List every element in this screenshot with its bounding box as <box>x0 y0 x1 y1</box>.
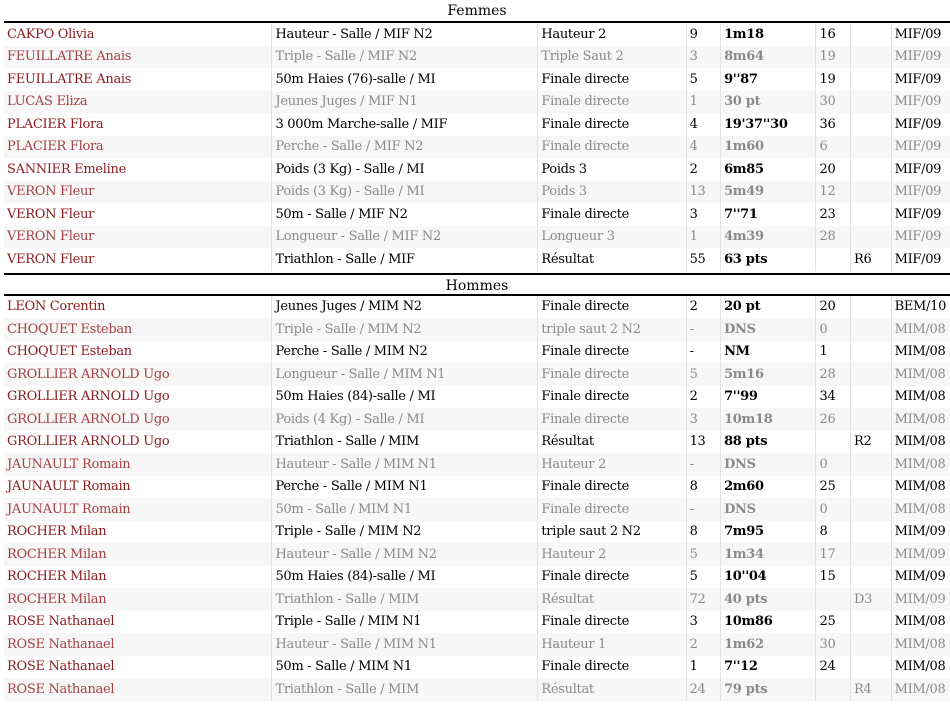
cell-perf: 7''99 <box>721 386 816 409</box>
cell-round: Finale directe <box>538 113 686 136</box>
cell-perf: 30 pt <box>721 91 816 114</box>
cell-rank <box>850 46 891 69</box>
cell-rank <box>850 68 891 91</box>
cell-name: GROLLIER ARNOLD Ugo <box>4 363 272 386</box>
cell-name: CHOQUET Esteban <box>4 318 272 341</box>
cell-event: 50m Haies (84)-salle / MI <box>272 386 538 409</box>
cell-perf: 10''04 <box>721 566 816 589</box>
cell-name: ROSE Nathanael <box>4 633 272 656</box>
cell-event: Triathlon - Salle / MIM <box>272 588 538 611</box>
cell-place: 3 <box>686 203 721 226</box>
cell-cat: BEM/10 <box>891 296 950 319</box>
cell-event: Hauteur - Salle / MIM N2 <box>272 543 538 566</box>
cell-perf: DNS <box>721 453 816 476</box>
cell-name: ROSE Nathanael <box>7 614 115 630</box>
cell-name: CAKPO Olivia <box>7 26 95 42</box>
cell-place: 55 <box>686 248 721 271</box>
cell-place: 13 <box>686 181 721 204</box>
cell-cat: MIF/09 <box>891 68 950 91</box>
cell-cat: MIM/08 <box>891 611 950 634</box>
cell-perf: 7''71 <box>721 203 816 226</box>
cell-place: 2 <box>686 633 721 656</box>
cell-cat: MIM/08 <box>891 453 950 476</box>
cell-rank <box>850 318 891 341</box>
cell-place: 5 <box>686 68 721 91</box>
cell-cat: MIM/08 <box>891 408 950 431</box>
cell-rank: R6 <box>850 248 891 271</box>
cell-round: Hauteur 2 <box>538 453 686 476</box>
cell-points: 1 <box>816 341 851 364</box>
cell-name: SANNIER Emeline <box>7 161 126 177</box>
cell-cat: MIF/09 <box>891 91 950 114</box>
cell-round: Finale directe <box>538 136 686 159</box>
section-title: Hommes <box>4 273 950 296</box>
cell-event: Poids (3 Kg) - Salle / MI <box>272 158 538 181</box>
cell-place: - <box>686 453 721 476</box>
cell-rank <box>850 611 891 634</box>
cell-event: Triple - Salle / MIM N2 <box>272 318 538 341</box>
cell-cat: MIM/08 <box>891 633 950 656</box>
cell-points: 24 <box>816 656 851 679</box>
cell-round: Finale directe <box>538 476 686 499</box>
cell-place: - <box>686 498 721 521</box>
cell-rank <box>850 296 891 319</box>
cell-perf: 2m60 <box>721 476 816 499</box>
cell-perf: 5m49 <box>721 181 816 204</box>
table-row <box>4 158 950 181</box>
cell-points: 19 <box>816 46 851 69</box>
cell-points: 19 <box>816 68 851 91</box>
cell-name: GROLLIER ARNOLD Ugo <box>7 434 170 450</box>
cell-round: Finale directe <box>538 656 686 679</box>
table-row <box>4 498 950 521</box>
table-row <box>4 453 950 476</box>
table-row <box>4 363 950 386</box>
cell-points: 34 <box>816 386 851 409</box>
cell-name: PLACIER Flora <box>7 116 104 132</box>
table-row <box>4 203 950 226</box>
cell-place: 13 <box>686 431 721 454</box>
cell-place: 8 <box>686 476 721 499</box>
cell-points: 36 <box>816 113 851 136</box>
table-row <box>4 181 950 204</box>
cell-cat: MIM/08 <box>891 656 950 679</box>
cell-event: Hauteur - Salle / MIF N2 <box>272 23 538 46</box>
cell-points <box>816 588 851 611</box>
cell-points: 15 <box>816 566 851 589</box>
cell-rank: D3 <box>850 588 891 611</box>
cell-name: FEUILLATRE Anais <box>4 46 272 69</box>
cell-rank <box>850 408 891 431</box>
cell-rank <box>850 181 891 204</box>
cell-cat: MIM/08 <box>891 431 950 454</box>
cell-name: ROSE Nathanael <box>4 678 272 701</box>
cell-cat: MIF/09 <box>891 46 950 69</box>
table-row <box>4 296 950 319</box>
table-row <box>4 226 950 249</box>
cell-place: - <box>686 341 721 364</box>
cell-cat: MIM/08 <box>891 363 950 386</box>
cell-points: 16 <box>816 23 851 46</box>
cell-event: Perche - Salle / MIF N2 <box>272 136 538 159</box>
cell-name: JAUNAULT Romain <box>4 453 272 476</box>
cell-name: ROCHER Milan <box>7 524 107 540</box>
cell-event: Hauteur - Salle / MIM N1 <box>272 453 538 476</box>
cell-perf: 88 pts <box>721 431 816 454</box>
cell-event: Triple - Salle / MIM N2 <box>272 521 538 544</box>
cell-points: 20 <box>816 296 851 319</box>
cell-place: 2 <box>686 296 721 319</box>
cell-rank <box>850 341 891 364</box>
cell-perf: 10m86 <box>721 611 816 634</box>
cell-perf: 20 pt <box>721 296 816 319</box>
table-row <box>4 136 950 159</box>
cell-points: 12 <box>816 181 851 204</box>
table-row <box>4 431 950 454</box>
table-row <box>4 318 950 341</box>
cell-place: 3 <box>686 611 721 634</box>
results-table <box>4 23 950 271</box>
cell-rank <box>850 136 891 159</box>
cell-name: FEUILLATRE Anais <box>7 71 132 87</box>
cell-cat: MIM/09 <box>891 566 950 589</box>
cell-event: Jeunes Juges / MIF N1 <box>272 91 538 114</box>
cell-name: VERON Fleur <box>4 226 272 249</box>
cell-cat: MIF/09 <box>891 248 950 271</box>
cell-rank <box>850 158 891 181</box>
cell-rank: R4 <box>850 678 891 701</box>
cell-points: 0 <box>816 498 851 521</box>
cell-place: 1 <box>686 226 721 249</box>
cell-points: 8 <box>816 521 851 544</box>
section-title: Femmes <box>4 0 950 23</box>
cell-rank <box>850 363 891 386</box>
cell-event: 50m Haies (76)-salle / MI <box>272 68 538 91</box>
cell-rank <box>850 543 891 566</box>
cell-place: 72 <box>686 588 721 611</box>
cell-points: 28 <box>816 226 851 249</box>
table-row <box>4 521 950 544</box>
cell-event: Longueur - Salle / MIF N2 <box>272 226 538 249</box>
cell-event: Triathlon - Salle / MIM <box>272 678 538 701</box>
cell-place: 3 <box>686 46 721 69</box>
cell-event: 50m Haies (84)-salle / MI <box>272 566 538 589</box>
cell-round: Hauteur 1 <box>538 633 686 656</box>
cell-event: Jeunes Juges / MIM N2 <box>272 296 538 319</box>
cell-cat: MIM/08 <box>891 386 950 409</box>
cell-place: 2 <box>686 158 721 181</box>
cell-event: Triple - Salle / MIM N1 <box>272 611 538 634</box>
cell-perf: 7''12 <box>721 656 816 679</box>
cell-cat: MIF/09 <box>891 136 950 159</box>
cell-round: Poids 3 <box>538 181 686 204</box>
cell-perf: 10m18 <box>721 408 816 431</box>
cell-rank <box>850 226 891 249</box>
cell-perf: 79 pts <box>721 678 816 701</box>
cell-cat: MIM/09 <box>891 543 950 566</box>
cell-cat: MIM/09 <box>891 588 950 611</box>
cell-cat: MIM/09 <box>891 521 950 544</box>
cell-place: 9 <box>686 23 721 46</box>
cell-round: Finale directe <box>538 296 686 319</box>
cell-event: Poids (4 Kg) - Salle / MI <box>272 408 538 431</box>
table-row <box>4 611 950 634</box>
table-row <box>4 386 950 409</box>
cell-event: Triathlon - Salle / MIF <box>272 248 538 271</box>
cell-name: LEON Corentin <box>7 299 106 315</box>
cell-rank <box>850 453 891 476</box>
cell-perf: 19'37''30 <box>721 113 816 136</box>
table-row <box>4 68 950 91</box>
cell-round: Finale directe <box>538 91 686 114</box>
cell-rank <box>850 656 891 679</box>
table-row <box>4 476 950 499</box>
cell-rank: R2 <box>850 431 891 454</box>
cell-points <box>816 678 851 701</box>
cell-cat: MIF/09 <box>891 181 950 204</box>
cell-round: Résultat <box>538 248 686 271</box>
cell-perf: 9''87 <box>721 68 816 91</box>
cell-rank <box>850 521 891 544</box>
cell-perf: 7m95 <box>721 521 816 544</box>
table-row <box>4 408 950 431</box>
cell-name: ROCHER Milan <box>4 588 272 611</box>
cell-round: Triple Saut 2 <box>538 46 686 69</box>
cell-rank <box>850 566 891 589</box>
cell-event: Perche - Salle / MIM N2 <box>272 341 538 364</box>
cell-cat: MIM/08 <box>891 341 950 364</box>
cell-perf: 5m16 <box>721 363 816 386</box>
cell-points <box>816 248 851 271</box>
cell-place: 24 <box>686 678 721 701</box>
cell-event: 3 000m Marche-salle / MIF <box>272 113 538 136</box>
table-row <box>4 113 950 136</box>
cell-rank <box>850 633 891 656</box>
table-row <box>4 656 950 679</box>
table-row <box>4 678 950 701</box>
table-row <box>4 543 950 566</box>
cell-round: Finale directe <box>538 341 686 364</box>
cell-perf: 8m64 <box>721 46 816 69</box>
cell-points: 6 <box>816 136 851 159</box>
table-row <box>4 588 950 611</box>
table-row <box>4 23 950 46</box>
cell-event: Longueur - Salle / MIM N1 <box>272 363 538 386</box>
cell-round: Poids 3 <box>538 158 686 181</box>
cell-cat: MIF/09 <box>891 158 950 181</box>
cell-perf: DNS <box>721 498 816 521</box>
table-row <box>4 91 950 114</box>
cell-place: - <box>686 318 721 341</box>
cell-round: Résultat <box>538 678 686 701</box>
cell-perf: DNS <box>721 318 816 341</box>
table-row <box>4 46 950 69</box>
cell-event: 50m - Salle / MIM N1 <box>272 498 538 521</box>
cell-points: 30 <box>816 91 851 114</box>
cell-place: 5 <box>686 543 721 566</box>
cell-round: Finale directe <box>538 498 686 521</box>
cell-rank <box>850 113 891 136</box>
cell-perf: NM <box>721 341 816 364</box>
cell-name: VERON Fleur <box>7 251 94 267</box>
cell-points: 0 <box>816 318 851 341</box>
cell-points <box>816 431 851 454</box>
cell-name: GROLLIER ARNOLD Ugo <box>7 389 170 405</box>
cell-name: PLACIER Flora <box>4 136 272 159</box>
cell-points: 30 <box>816 633 851 656</box>
cell-round: triple saut 2 N2 <box>538 318 686 341</box>
cell-cat: MIF/09 <box>891 203 950 226</box>
cell-place: 4 <box>686 113 721 136</box>
cell-round: Finale directe <box>538 363 686 386</box>
cell-event: Hauteur - Salle / MIM N1 <box>272 633 538 656</box>
cell-place: 3 <box>686 408 721 431</box>
cell-event: Triple - Salle / MIF N2 <box>272 46 538 69</box>
cell-perf: 1m62 <box>721 633 816 656</box>
cell-perf: 63 pts <box>721 248 816 271</box>
cell-event: Perche - Salle / MIM N1 <box>272 476 538 499</box>
cell-name: VERON Fleur <box>7 206 94 222</box>
cell-place: 4 <box>686 136 721 159</box>
cell-place: 1 <box>686 91 721 114</box>
cell-event: Triathlon - Salle / MIM <box>272 431 538 454</box>
cell-perf: 6m85 <box>721 158 816 181</box>
cell-perf: 40 pts <box>721 588 816 611</box>
cell-rank <box>850 203 891 226</box>
cell-round: triple saut 2 N2 <box>538 521 686 544</box>
cell-place: 5 <box>686 566 721 589</box>
cell-cat: MIF/09 <box>891 113 950 136</box>
cell-rank <box>850 91 891 114</box>
results-table <box>4 296 950 701</box>
cell-name: LUCAS Eliza <box>4 91 272 114</box>
cell-event: Poids (3 Kg) - Salle / MI <box>272 181 538 204</box>
cell-points: 0 <box>816 453 851 476</box>
cell-place: 8 <box>686 521 721 544</box>
cell-rank <box>850 23 891 46</box>
cell-name: JAUNAULT Romain <box>7 479 131 495</box>
cell-cat: MIM/08 <box>891 476 950 499</box>
cell-name: JAUNAULT Romain <box>4 498 272 521</box>
cell-round: Hauteur 2 <box>538 543 686 566</box>
cell-name: CHOQUET Esteban <box>7 344 132 360</box>
cell-round: Résultat <box>538 431 686 454</box>
cell-perf: 1m34 <box>721 543 816 566</box>
cell-place: 1 <box>686 656 721 679</box>
cell-points: 20 <box>816 158 851 181</box>
cell-cat: MIF/09 <box>891 226 950 249</box>
cell-round: Longueur 3 <box>538 226 686 249</box>
cell-perf: 1m18 <box>721 23 816 46</box>
cell-points: 17 <box>816 543 851 566</box>
cell-perf: 4m39 <box>721 226 816 249</box>
cell-cat: MIM/08 <box>891 678 950 701</box>
cell-round: Résultat <box>538 588 686 611</box>
cell-round: Finale directe <box>538 566 686 589</box>
cell-event: 50m - Salle / MIF N2 <box>272 203 538 226</box>
cell-name: ROCHER Milan <box>4 543 272 566</box>
cell-place: 2 <box>686 386 721 409</box>
cell-points: 25 <box>816 476 851 499</box>
cell-name: VERON Fleur <box>4 181 272 204</box>
cell-name: ROSE Nathanael <box>7 659 115 675</box>
table-row <box>4 633 950 656</box>
cell-points: 25 <box>816 611 851 634</box>
cell-round: Finale directe <box>538 203 686 226</box>
table-row <box>4 248 950 271</box>
table-row <box>4 341 950 364</box>
cell-cat: MIF/09 <box>891 23 950 46</box>
cell-perf: 1m60 <box>721 136 816 159</box>
cell-round: Finale directe <box>538 68 686 91</box>
cell-place: 5 <box>686 363 721 386</box>
cell-name: ROCHER Milan <box>7 569 107 585</box>
cell-points: 23 <box>816 203 851 226</box>
cell-rank <box>850 476 891 499</box>
cell-round: Finale directe <box>538 408 686 431</box>
cell-round: Finale directe <box>538 386 686 409</box>
cell-name: GROLLIER ARNOLD Ugo <box>4 408 272 431</box>
cell-rank <box>850 498 891 521</box>
cell-cat: MIM/08 <box>891 498 950 521</box>
cell-cat: MIM/08 <box>891 318 950 341</box>
table-row <box>4 566 950 589</box>
cell-points: 28 <box>816 363 851 386</box>
cell-event: 50m - Salle / MIM N1 <box>272 656 538 679</box>
cell-round: Hauteur 2 <box>538 23 686 46</box>
cell-round: Finale directe <box>538 611 686 634</box>
cell-rank <box>850 386 891 409</box>
cell-points: 26 <box>816 408 851 431</box>
